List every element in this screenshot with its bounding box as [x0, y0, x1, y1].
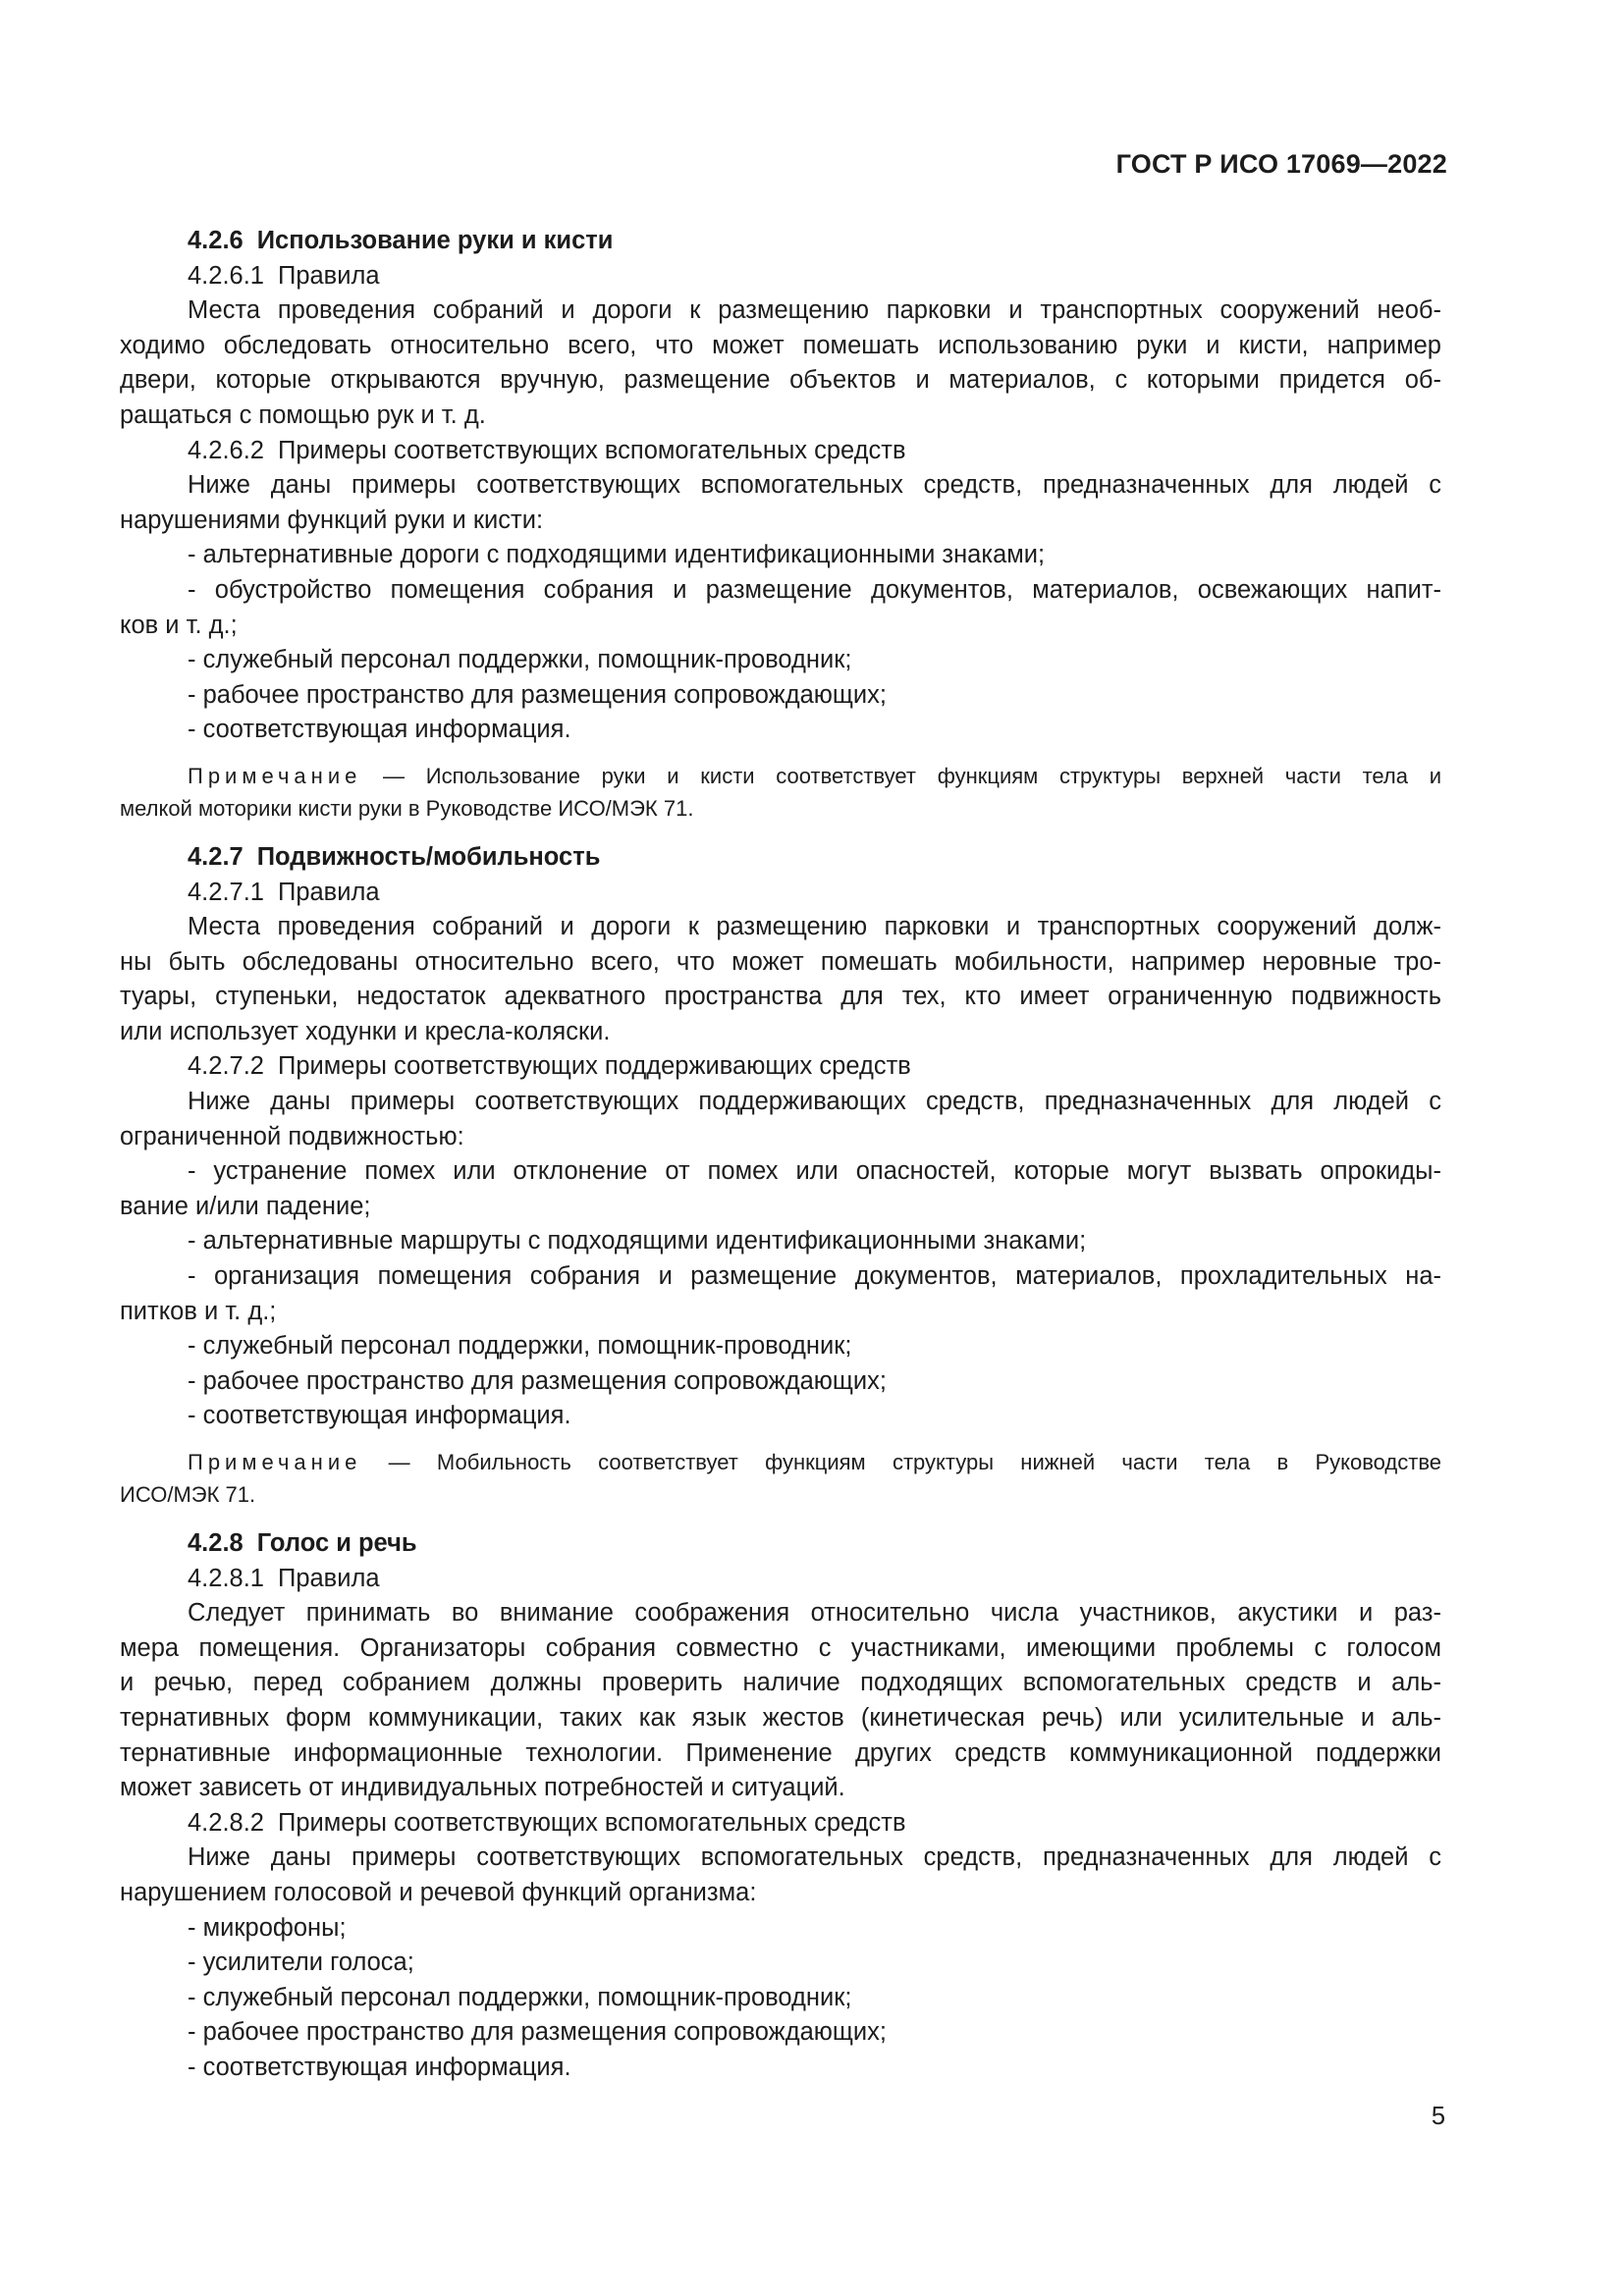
subsection-title: Примеры соответствующих вспомогательных средств [277, 1808, 906, 1837]
subsection-4-2-6-1 [120, 259, 1441, 294]
note-line [120, 1446, 1441, 1478]
subsection-4-2-8-1 [120, 1562, 1441, 1597]
paragraph-line: туары, ступеньки, недостаток адекватного пространства для тех, кто имеет ограниченную подвижность [120, 983, 1441, 1011]
section-title: Использование руки и кисти [256, 227, 614, 254]
note-line: мелкой моторики кисти руки в Руководстве ИСО/МЭК 71. [120, 795, 694, 821]
note-text: — Мобильность соответствует функциям структуры нижней части тела в Руководстве [361, 1450, 1441, 1474]
section-heading-4-2-6 [120, 224, 1441, 259]
document-id-header: ГОСТ Р ИСО 17069—2022 [1115, 149, 1447, 179]
paragraph-line: ны быть обследованы относительно всего, что может помешать мобильности, например неровные тро- [120, 947, 1441, 976]
section-title: Подвижность/мобильность [256, 842, 601, 871]
subsection-4-2-6-2 [120, 434, 1441, 469]
paragraph-line: ращаться с помощью рук и т. д. [120, 400, 486, 429]
subsection-number: 4.2.8.2 [188, 1808, 264, 1837]
note-text: — Использование руки и кисти соответствует функциям структуры верхней части тела и [361, 763, 1441, 788]
list-item: - рабочее пространство для размещения сопровождающих; [188, 2018, 887, 2047]
list-item: - служебный персонал поддержки, помощник-проводник; [188, 646, 852, 674]
paragraph-line: и речью, перед собранием должны проверить наличие подходящих вспомогательных средств и аль- [120, 1669, 1441, 1697]
section-title: Голос и речь [256, 1529, 417, 1557]
list-item: - соответствующая информация. [188, 716, 571, 744]
paragraph-line: двери, которые открываются вручную, размещение объектов и материалов, с которыми придется об- [120, 366, 1441, 395]
list-item: - обустройство помещения собрания и размещение документов, материалов, освежающих напит- [188, 575, 1441, 604]
list-item: - служебный персонал поддержки, помощник-проводник; [188, 1332, 852, 1361]
paragraph-line: Ниже даны примеры соответствующих вспомогательных средств, предназначенных для людей с [188, 1843, 1441, 1872]
subsection-number: 4.2.6.2 [188, 436, 264, 464]
paragraph-line: Следует принимать во внимание соображения относительно числа участников, акустики и раз- [188, 1599, 1441, 1628]
note-label: Примечание [188, 763, 362, 788]
note-4-2-6 [120, 760, 1441, 825]
paragraph-line: мера помещения. Организаторы собрания совместно с участниками, имеющими проблемы с голосом [120, 1633, 1441, 1662]
paragraph-line: ограниченной подвижностью: [120, 1122, 464, 1150]
list-item-continuation: ков и т. д.; [120, 611, 238, 639]
list-item: - альтернативные дороги с подходящими идентификационными знаками; [188, 541, 1046, 569]
list-item: - усилители голоса; [188, 1949, 414, 1977]
paragraph-line: тернативных форм коммуникации, таких как язык жестов (кинетическая речь) или усилительные и аль- [120, 1703, 1441, 1732]
paragraph-line: тернативные информационные технологии. Применение других средств коммуникационной поддержки [120, 1738, 1441, 1767]
subsection-4-2-7-2 [120, 1049, 1441, 1085]
paragraph-line: Места проведения собраний и дороги к размещению парковки и транспортных сооружений необ- [188, 296, 1441, 325]
list-item: - рабочее пространство для размещения сопровождающих; [188, 1366, 887, 1395]
paragraph-line: может зависеть от индивидуальных потребностей и ситуаций. [120, 1774, 845, 1802]
paragraph-line: Ниже даны примеры соответствующих вспомогательных средств, предназначенных для людей с [188, 471, 1441, 500]
list-item: - служебный персонал поддержки, помощник-проводник; [188, 1983, 852, 2011]
subsection-title: Примеры соответствующих вспомогательных средств [277, 436, 906, 464]
note-4-2-7 [120, 1446, 1441, 1511]
subsection-title: Примеры соответствующих поддерживающих средств [277, 1052, 911, 1081]
note-line: ИСО/МЭК 71. [120, 1482, 256, 1507]
section-number: 4.2.7 [188, 842, 244, 871]
page-number: 5 [1431, 2103, 1445, 2130]
subsection-number: 4.2.6.1 [188, 261, 264, 290]
list-item: - организация помещения собрания и размещение документов, материалов, прохладительных на- [188, 1262, 1441, 1291]
subsection-4-2-7-1 [120, 876, 1441, 911]
list-item-continuation: вание и/или падение; [120, 1192, 371, 1220]
subsection-number: 4.2.8.1 [188, 1564, 264, 1592]
section-heading-4-2-8 [120, 1526, 1441, 1562]
paragraph-line: или использует ходунки и кресла-коляски. [120, 1017, 611, 1045]
page-content [120, 224, 1441, 2086]
section-heading-4-2-7 [120, 840, 1441, 876]
list-item: - альтернативные маршруты с подходящими идентификационными знаками; [188, 1227, 1087, 1255]
subsection-number: 4.2.7.2 [188, 1052, 264, 1081]
list-item: - соответствующая информация. [188, 2053, 571, 2081]
section-number: 4.2.8 [188, 1529, 244, 1557]
subsection-number: 4.2.7.1 [188, 878, 264, 906]
paragraph-line: нарушениями функций руки и кисти: [120, 506, 544, 534]
subsection-title: Правила [277, 878, 380, 906]
note-line [120, 760, 1441, 792]
subsection-title: Правила [277, 261, 380, 290]
list-item: - микрофоны; [188, 1913, 347, 1942]
list-item-continuation: питков и т. д.; [120, 1297, 277, 1325]
note-label: Примечание [188, 1450, 362, 1474]
paragraph-line: Места проведения собраний и дороги к размещению парковки и транспортных сооружений долж- [188, 913, 1441, 941]
paragraph-line: Ниже даны примеры соответствующих поддерживающих средств, предназначенных для людей с [188, 1088, 1441, 1116]
list-item: - устранение помех или отклонение от помех или опасностей, которые могут вызвать опрокиды- [188, 1157, 1441, 1186]
list-item: - соответствующая информация. [188, 1402, 571, 1430]
paragraph-line: ходимо обследовать относительно всего, что может помешать использованию руки и кисти, например [120, 331, 1441, 359]
subsection-4-2-8-2 [120, 1806, 1441, 1842]
list-item: - рабочее пространство для размещения сопровождающих; [188, 680, 887, 709]
paragraph-line: нарушением голосовой и речевой функций организма: [120, 1878, 757, 1906]
subsection-title: Правила [277, 1564, 380, 1592]
section-number: 4.2.6 [188, 227, 244, 254]
